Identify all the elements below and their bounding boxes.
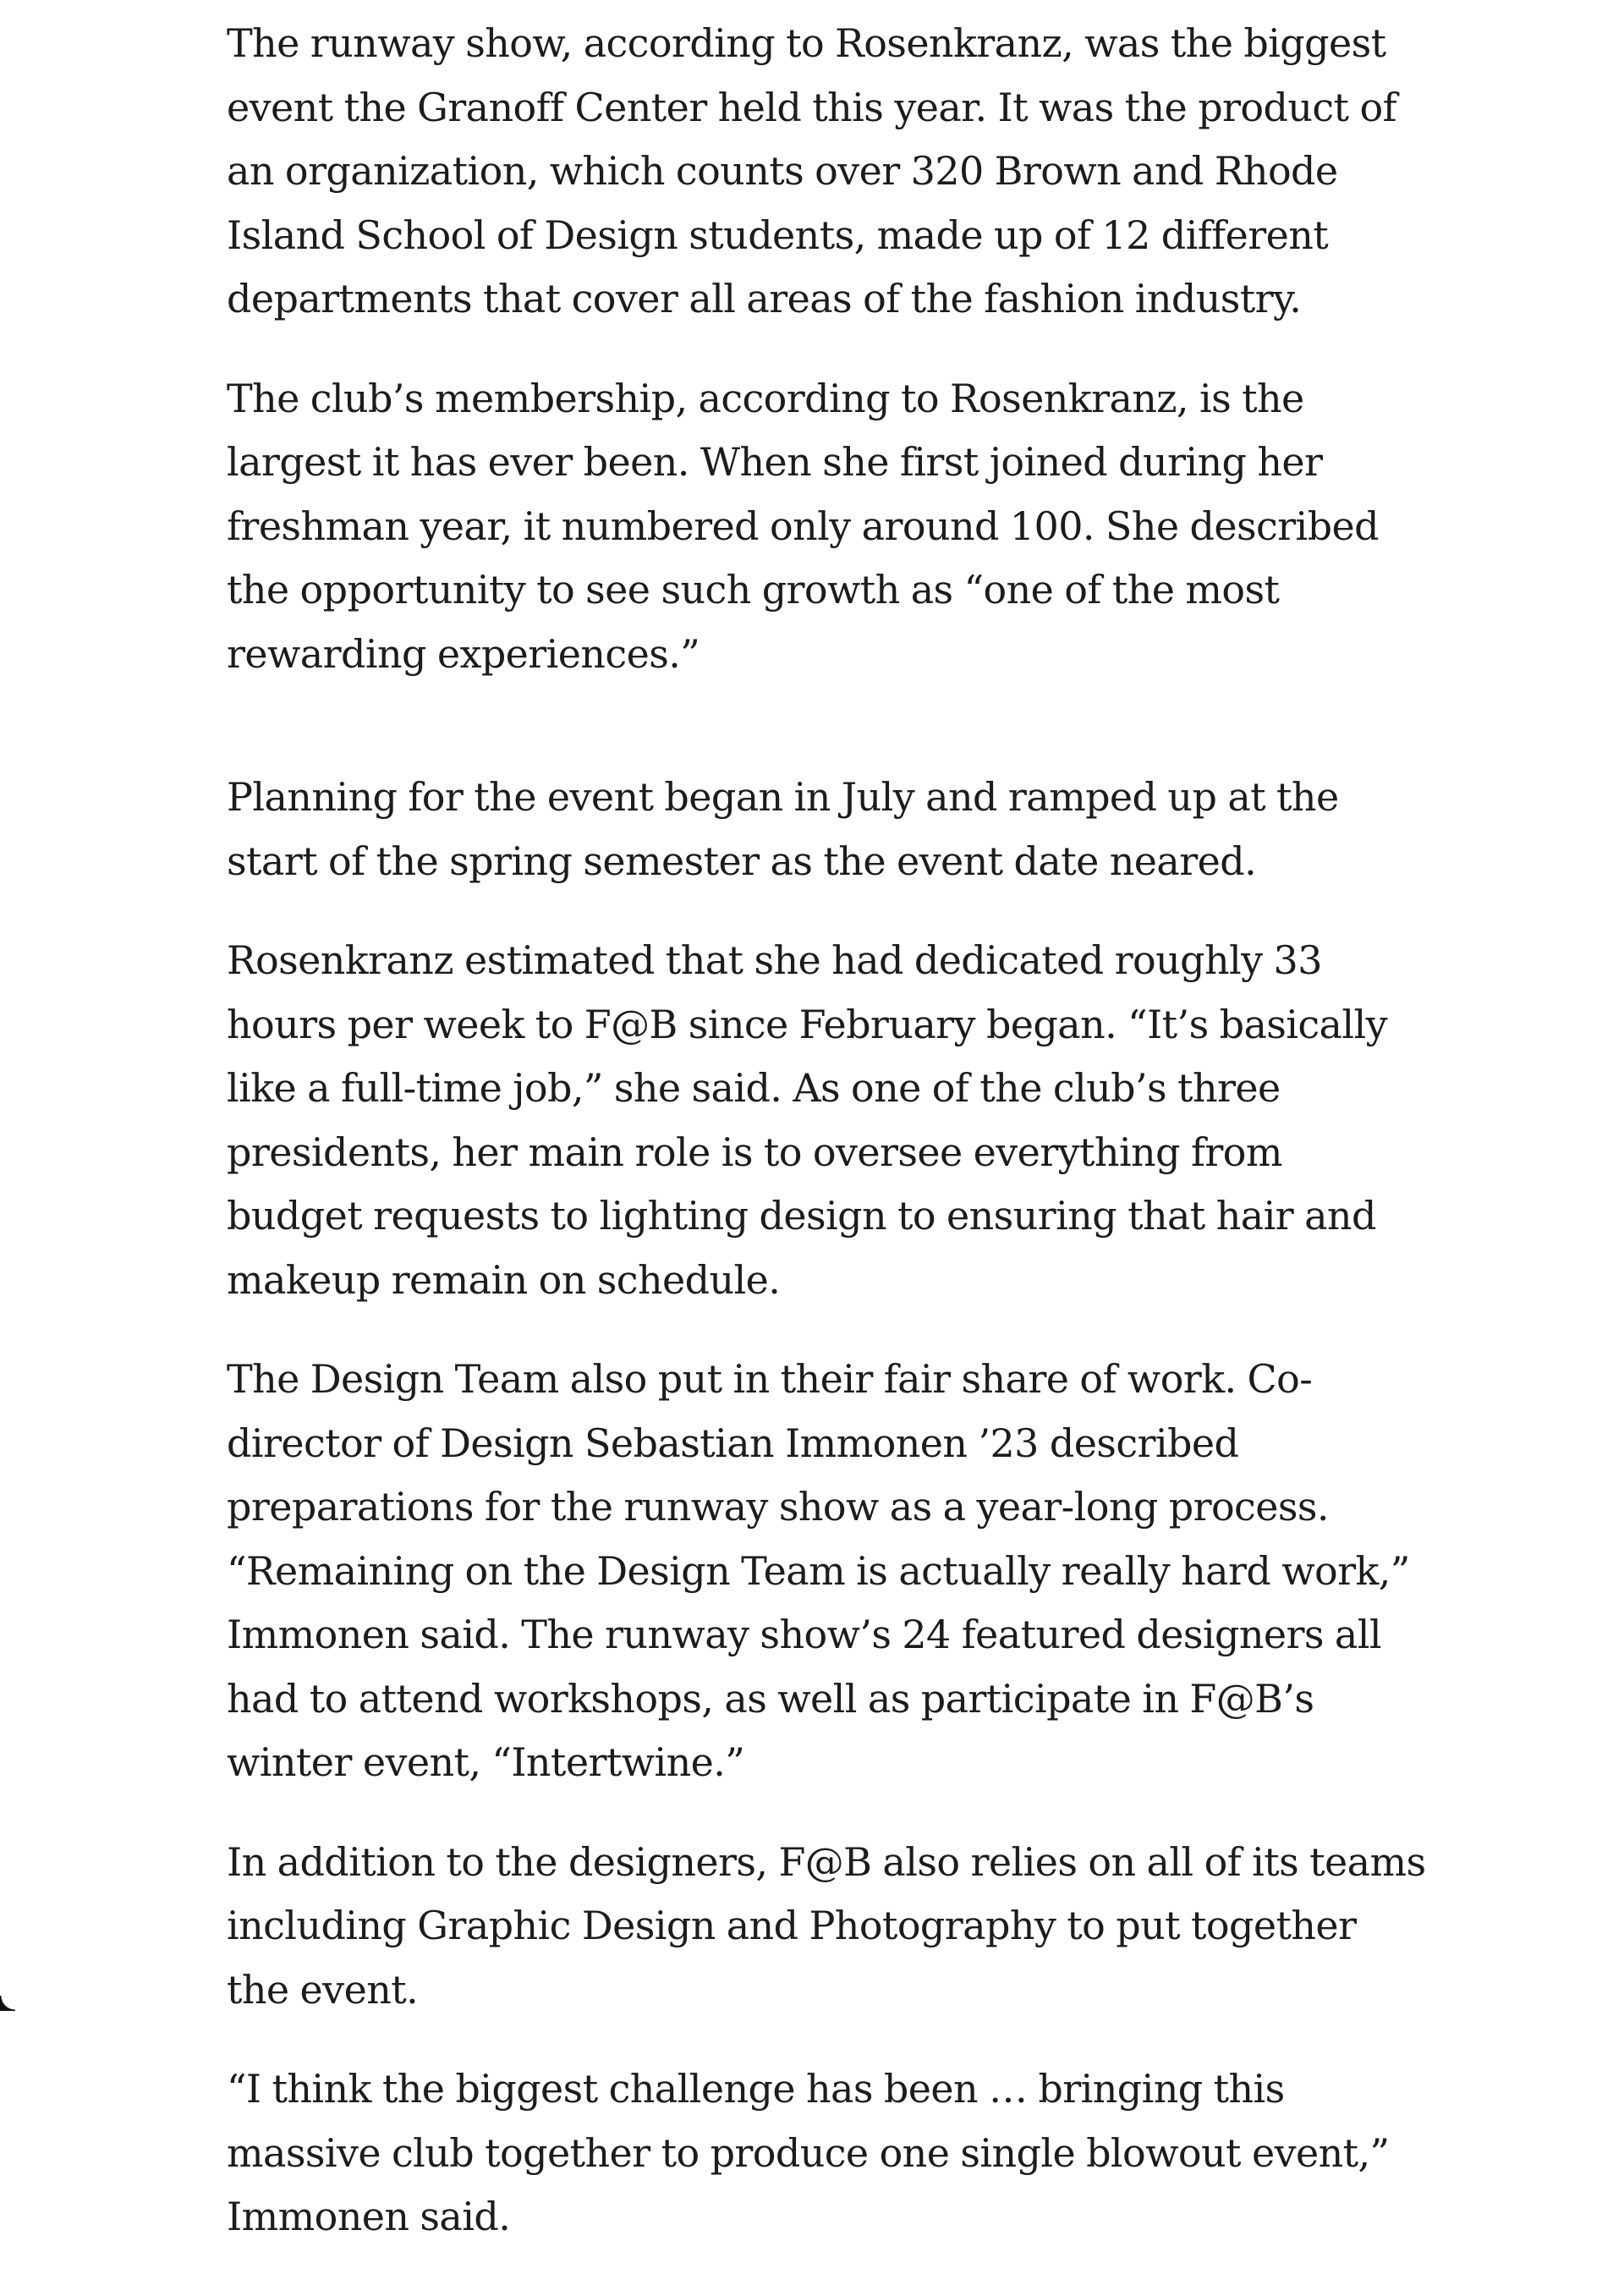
article-paragraph: Planning for the event began in July and ramped up at the start of the spring semester as the event date neared. (227, 774, 1339, 884)
article-paragraph: Rosenkranz estimated that she had dedicated roughly 33 hours per week to F@B since February began. “It’s basically like a full-time job,” she said. As one of the club’s three presidents, her main role is to oversee everything from budget requests to lighting design to ensuring that hair and makeup remain on schedule. (227, 937, 1387, 1303)
article-paragraph: “I think the biggest challenge has been … bringing this massive club together to produce one single blowout event,” Immonen said. (227, 2066, 1390, 2239)
article-body (227, 12, 1428, 2285)
article-paragraph: The Design Team also put in their fair share of work. Co-director of Design Sebastian Immonen ’23 described preparations for the runway show as a year-long process. “Remaining on the Design Team is actually really hard work,” Immonen said. The runway show’s 24 featured designers all had to attend workshops, as well as participate in F@B’s winter event, “Intertwine.” (227, 1356, 1410, 1785)
article-paragraph: The runway show, according to Rosenkranz, was the biggest event the Granoff Center held this year. It was the product of an organization, which counts over 320 Brown and Rhode Island School of Design students, made up of 12 different departments that cover all areas of the fashion industry. (227, 20, 1396, 321)
rounded-corner-shadow (0, 1996, 15, 2011)
article-paragraph: The club’s membership, according to Rosenkranz, is the largest it has ever been. When she first joined during her freshman year, it numbered only around 100. She described the opportunity to see such growth as “one of the most rewarding experiences.” (227, 375, 1379, 677)
article-paragraph: In addition to the designers, F@B also relies on all of its teams including Graphic Design and Photography to put together the event. (227, 1838, 1426, 2013)
